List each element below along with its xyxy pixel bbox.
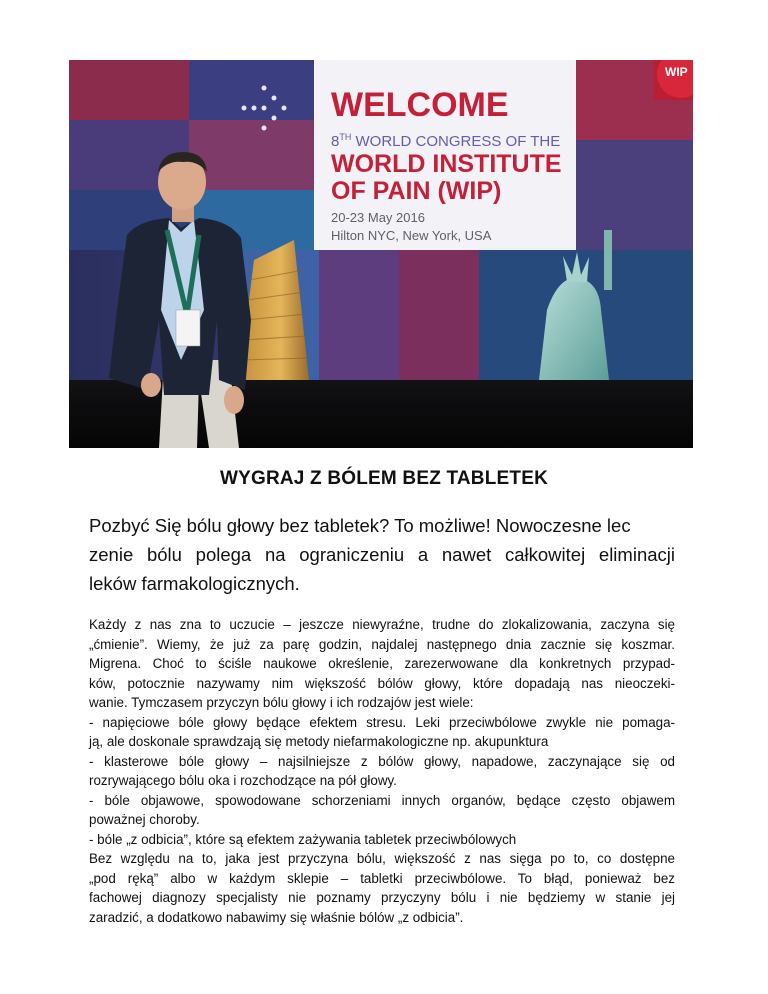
body-line: „ćmienie”. Wiemy, że już za parę godzin, najdalej następnego dnia zacznie się koszmar. xyxy=(89,636,675,652)
poster-institute: WORLD INSTITUTE xyxy=(331,150,562,178)
conference-photo xyxy=(69,60,693,448)
poster-pain: OF PAIN (WIP) xyxy=(331,177,502,205)
poster-date: 20-23 May 2016 xyxy=(331,210,425,225)
body-line: fachowej diagnozy specjalisty nie poznamy przyczyny bólu i nie będziemy w stanie jej xyxy=(89,890,675,905)
body-line: ków, potocznie nazywamy nim większość bólów głowy, które dopadają nas nieoczeki- xyxy=(89,675,675,691)
lead-line: zenie bólu polega na ograniczeniu a nawet całkowitej eliminacji xyxy=(89,544,675,565)
article-body xyxy=(89,615,675,927)
body-line: zaradzić, a dodatkowo nabawimy się właśnie bólów „z odbicia”. xyxy=(89,909,464,925)
body-line: wanie. Tymczasem przyczyn bólu głowy i ich rodzajów jest wiele: xyxy=(89,695,474,710)
lead-line: Pozbyć Się bólu głowy bez tabletek? To możliwe! Nowoczesne lec xyxy=(89,515,631,536)
body-line: „pod ręką” albo w każdym sklepie – tabletki przeciwbólowe. To błąd, ponieważ bez xyxy=(89,870,675,886)
article-lead xyxy=(89,511,675,598)
body-line: ją, ale doskonale sprawdzają się metody niefarmakologiczne np. akupunktura xyxy=(89,734,549,749)
body-line: - napięciowe bóle głowy będące efektem stresu. Leki przeciwbólowe zwykle nie pomaga- xyxy=(89,714,675,730)
lead-line: leków farmakologicznych. xyxy=(89,573,300,594)
poster-congress-line: 8TH WORLD CONGRESS OF THE xyxy=(331,132,561,150)
article-headline: WYGRAJ Z BÓLEM BEZ TABLETEK xyxy=(219,468,549,489)
body-line: - bóle „z odbicia”, które są efektem zażywania tabletek przeciwbólowych xyxy=(89,831,517,847)
body-line: rozrywającego bólu oka i rozchodzące na pół głowy. xyxy=(89,773,397,788)
body-line: - bóle objawowe, spowodowane schorzeniami innych organów, będące często objawem xyxy=(89,792,675,808)
poster-venue: Hilton NYC, New York, USA xyxy=(331,228,492,243)
body-line: Bez względu na to, jaka jest przyczyna bólu, większość z nas sięga po to, co dostępne xyxy=(89,851,675,866)
body-line: Każdy z nas zna to uczucie – jeszcze niewyraźne, trudne do zlokalizowania, zaczyna się xyxy=(89,617,675,632)
poster-welcome: WELCOME xyxy=(331,86,509,124)
svg-text:WIP: WIP xyxy=(665,65,688,79)
body-line: Migrena. Choć to ściśle naukowe określenie, zarezerwowane dla konkretnych przypad- xyxy=(89,656,675,671)
body-line: - klasterowe bóle głowy – najsilniejsze z bólów głowy, napadowe, zaczynające się od xyxy=(89,753,675,769)
body-line: poważnej choroby. xyxy=(89,812,200,827)
